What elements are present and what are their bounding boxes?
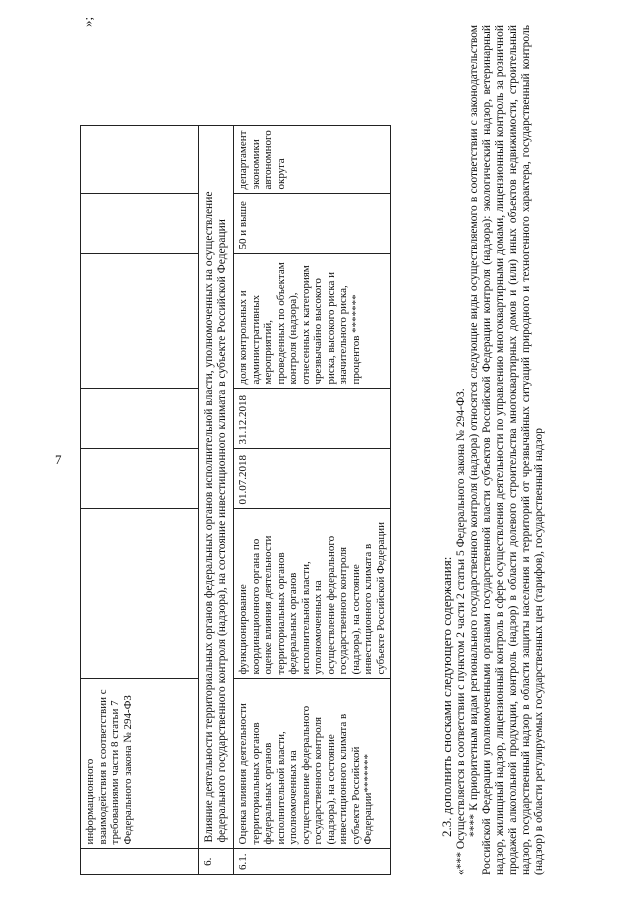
row-number-cell	[81, 849, 199, 875]
footnote-1: «*** Осуществляется в соответствии с пунктом 2 части 2 статьи 5 Федерального закона № 294-ФЗ.	[455, 388, 467, 875]
row-number-cell: 6.1.	[234, 849, 391, 875]
table-row-data	[234, 126, 391, 875]
amendment-lead: 2.3. дополнить сносками следующего содержания:	[439, 556, 454, 837]
target-value-cell: 50 и выше	[234, 194, 391, 254]
table-row-continuation	[81, 126, 199, 875]
footnotes-section	[440, 25, 546, 875]
empty-cell	[81, 194, 199, 254]
plan-table-wrapper	[80, 125, 391, 875]
closing-quote-mark: »;	[80, 16, 95, 27]
empty-cell	[81, 126, 199, 194]
measure-name-cell: информационного взаимодействия в соответствии с требованиями части 8 статьи 7 Федерального закона № 294-ФЗ	[81, 679, 199, 849]
measure-name-cell: Оценка влияния деятельности территориальных органов федеральных органов исполнительной власти, уполномоченных на осуществление федерального государственного контроля (надзора), на состояние инвестиционного климата в субъекте Российской Федерации*******	[234, 679, 391, 849]
indicator-cell: доля контрольных и административных мероприятий, проведенных по объектам контроля (надзора), отнесенных к категориям чрезвычайно высокого риска, высокого риска и значительного риска, процентов *******	[234, 254, 391, 389]
plan-table	[80, 125, 391, 875]
empty-cell	[81, 389, 199, 449]
group-title-cell: Влияние деятельности территориальных органов федеральных органов исполнительной власти, уполномоченных на осуществление федерального государственного контроля (надзора), на состояние инвестиционного климата в субъекте Российской Федерации	[199, 126, 234, 849]
group-number-cell: 6.	[199, 849, 234, 875]
activity-cell: функционирование координационного органа по оценке влияния деятельности территориальных органов федеральных органов исполнительной власти, уполномоченных на осуществление федерального государственного контроля (надзора), на состояние инвестиционного климата в субъекте Российской Федерации	[234, 509, 391, 679]
end-date-cell: 31.12.2018	[234, 389, 391, 449]
page-number: 7	[55, 452, 62, 467]
footnote-2: **** К приоритетным видам регионального государственного контроля (надзора) относятся следующие виды осуществляемого в соответствии с законодательством Российской Федерации уполномоченными органами государственной власти субъектов Российской Федерации контроля (надзора): экологический надзор, ветеринарный надзор, жилищный надзор, лицензионный контроль в сфере осуществления деятельности по управлению многоквартирными домами, лицензионный контроль за розничной продажей алкогольной продукции, контроль (надзор) в области долевого строительства многоквартирных домов и (или) иных объектов недвижимости, строительный надзор, государственный надзор в области защиты населения и территорий от чрезвычайных ситуаций природного и техногенного характера, государственный контроль (надзор) в области регулируемых государственных цен (тарифов), государственный надзор	[468, 25, 545, 875]
empty-cell	[81, 449, 199, 509]
responsible-cell: департамент экономики автономного округа	[234, 126, 391, 194]
table-row-group	[199, 126, 234, 875]
start-date-cell: 01.07.2018	[234, 449, 391, 509]
empty-cell	[81, 509, 199, 679]
empty-cell	[81, 254, 199, 389]
